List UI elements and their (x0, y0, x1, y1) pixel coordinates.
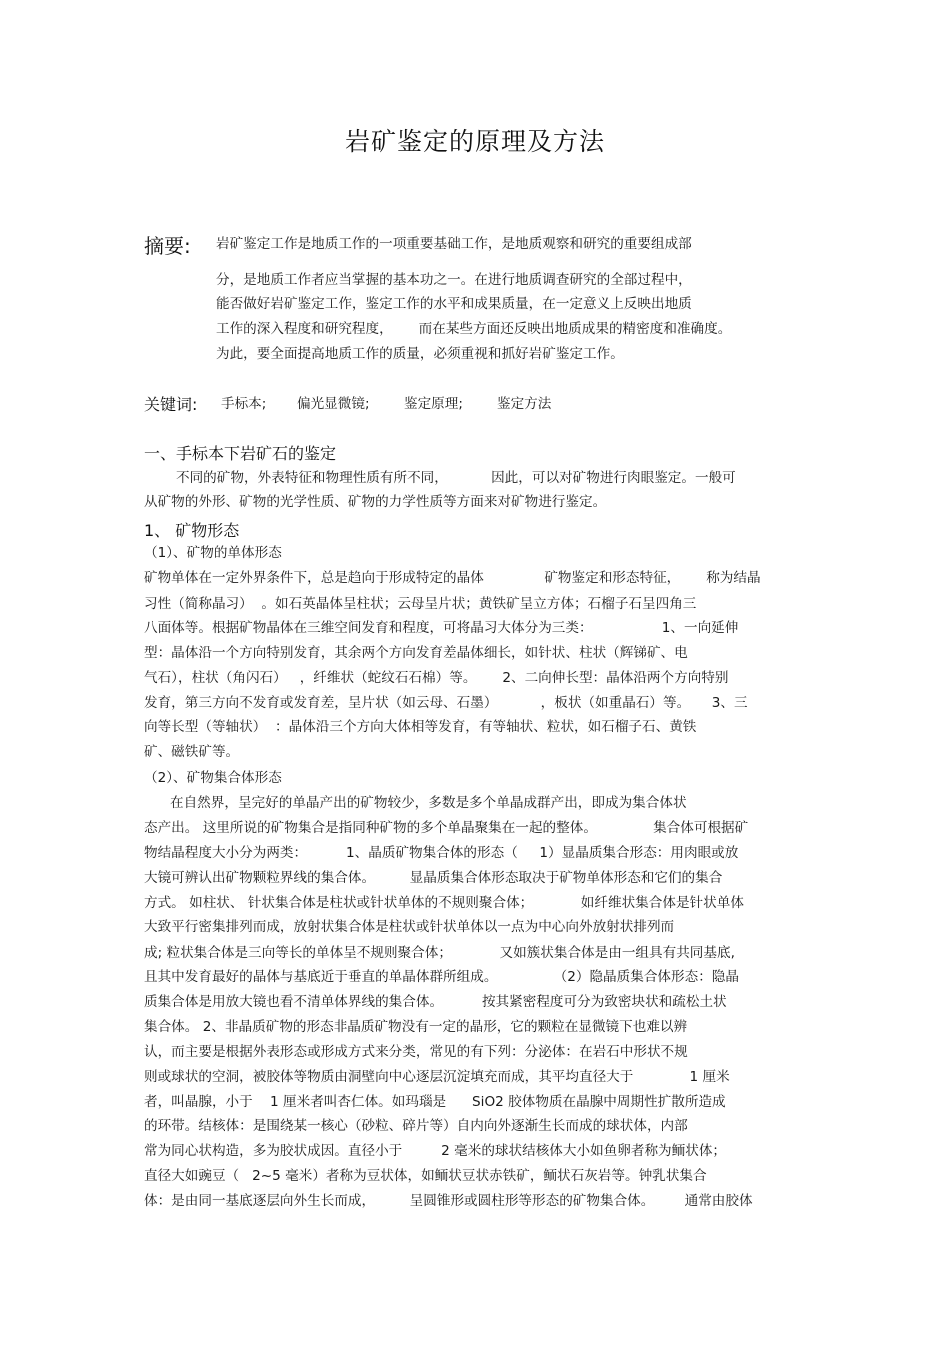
abstract-line: 岩矿鉴定工作是地质工作的一项重要基础工作，是地质观察和研究的重要组成部 (216, 236, 692, 252)
paragraph-line: 型：晶体沿一个方向特别发育，其余两个方向发育差晶体细长，如针状、柱状（辉锑矿、电 (144, 645, 688, 661)
paragraph-line: 则或球状的空洞，被胶体等物质由洞壁向中心逐层沉淀填充而成，其平均直径大于 1 厘米 (144, 1069, 730, 1085)
paragraph-line: 认，而主要是根据外表形态或形成方式来分类，常见的有下列：分泌体：在岩石中形状不规 (144, 1044, 688, 1060)
keyword-item: 鉴定方法 (497, 396, 552, 412)
paragraph-line: 直径大如豌豆（ 2~5 毫米）者称为豆状体，如鲕状豆状赤铁矿，鲕状石灰岩等。钟乳状集合 (144, 1168, 707, 1184)
paragraph-line: 态产出。 这里所说的矿物集合是指同种矿物的多个单晶聚集在一起的整体。 集合体可根据矿 (144, 820, 749, 836)
keyword-item: 鉴定原理; (404, 396, 463, 412)
paragraph-line: 大致平行密集排列而成，放射状集合体是柱状或针状单体以一点为中心向外放射状排列而 (144, 919, 675, 935)
paragraph-line: 方式。 如柱状、 针状集合体是柱状或针状单体的不规则聚合体； 如纤维状集合体是针状单体 (144, 895, 744, 911)
keyword-item: 偏光显微镜; (297, 396, 370, 412)
paragraph-line: 气石），柱状（角闪石） ，纤维状（蛇纹石石棉）等。 2、二向伸长型：晶体沿两个方向特别 (144, 670, 729, 686)
paragraph-line: 的环带。结核体：是围绕某一核心（砂粒、碎片等）自内向外逐渐生长而成的球状体，内部 (144, 1118, 688, 1134)
paragraph-line: 且其中发育最好的晶体与基底近于垂直的单晶体群所组成。 （2）隐晶质集合体形态：隐晶 (144, 969, 739, 985)
page-title: 岩矿鉴定的原理及方法 (344, 127, 605, 156)
abstract-line: 为此，要全面提高地质工作的质量，必须重视和抓好岩矿鉴定工作。 (216, 346, 624, 362)
keyword-item: 手标本; (221, 396, 267, 412)
paragraph-line: 常为同心状构造，多为胶状成因。直径小于 2 毫米的球状结核体大小如鱼卵者称为鲕状体； (144, 1143, 727, 1159)
paragraph-line: 在自然界，呈完好的单晶产出的矿物较少，多数是多个单晶成群产出，即成为集合体状 (170, 795, 687, 811)
part-heading: （1）、矿物的单体形态 (144, 545, 282, 561)
paragraph-line: 发育，第三方向不发育或发育差，呈片状（如云母、石墨） ，板状（如重晶石）等。 3、三 (144, 695, 748, 711)
paragraph-line: 矿、磁铁矿等。 (144, 744, 240, 760)
paragraph-line: 质集合体是用放大镜也看不清单体界线的集合体。 按其紧密程度可分为致密块状和疏松土状 (144, 994, 727, 1010)
keywords-label: 关键词: (144, 395, 198, 414)
abstract-line: 分，是地质工作者应当掌握的基本功之一。在进行地质调查研究的全部过程中， (216, 272, 692, 288)
paragraph-line: 习性（简称晶习） 。如石英晶体呈柱状；云母呈片状；黄铁矿呈立方体；石榴子石呈四角三 (144, 596, 697, 612)
paragraph-line: 矿物单体在一定外界条件下，总是趋向于形成特定的晶体 矿物鉴定和形态特征， 称为结晶 (144, 570, 761, 586)
paragraph-line: 者，叫晶腺，小于 1 厘米者叫杏仁体。如玛瑙是 SiO2 胶体物质在晶腺中周期性扩散所造成 (144, 1094, 726, 1110)
paragraph-line: 向等长型（等轴状） ：晶体沿三个方向大体相等发育，有等轴状、粒状，如石榴子石、黄铁 (144, 719, 697, 735)
paragraph-line: 成; 粒状集合体是三向等长的单体呈不规则聚合体； 又如簇状集合体是由一组具有共同基底, (144, 945, 735, 961)
section-heading: 一、手标本下岩矿石的鉴定 (144, 444, 337, 463)
abstract-line: 能否做好岩矿鉴定工作，鉴定工作的水平和成果质量，在一定意义上反映出地质 (216, 296, 692, 312)
subsection-heading: 1、 矿物形态 (144, 521, 240, 540)
part-heading: （2）、矿物集合体形态 (144, 770, 282, 786)
paragraph-line: 大镜可辨认出矿物颗粒界线的集合体。 显晶质集合体形态取决于矿物单体形态和它们的集合 (144, 870, 723, 886)
paragraph-line: 不同的矿物，外表特征和物理性质有所不同， 因此，可以对矿物进行肉眼鉴定。一般可 (176, 470, 736, 486)
paragraph-line: 物结晶程度大小分为两类： 1、晶质矿物集合体的形态（ 1）显晶质集合形态：用肉眼或放 (144, 845, 739, 861)
paragraph-line: 集合体。 2、非晶质矿物的形态非晶质矿物没有一定的晶形，它的颗粒在显微镜下也难以辨 (144, 1019, 688, 1035)
paragraph-line: 体：是由同一基底逐层向外生长而成， 呈圆锥形或圆柱形等形态的矿物集合体。 通常由胶体 (144, 1193, 753, 1209)
paragraph-line: 八面体等。根据矿物晶体在三维空间发育和程度，可将晶习大体分为三类： 1、一向延伸 (144, 620, 739, 636)
abstract-line: 工作的深入程度和研究程度， 而在某些方面还反映出地质成果的精密度和准确度。 (216, 321, 732, 337)
abstract-label: 摘要: (144, 234, 191, 258)
paragraph-line: 从矿物的外形、矿物的光学性质、矿物的力学性质等方面来对矿物进行鉴定。 (144, 494, 607, 510)
